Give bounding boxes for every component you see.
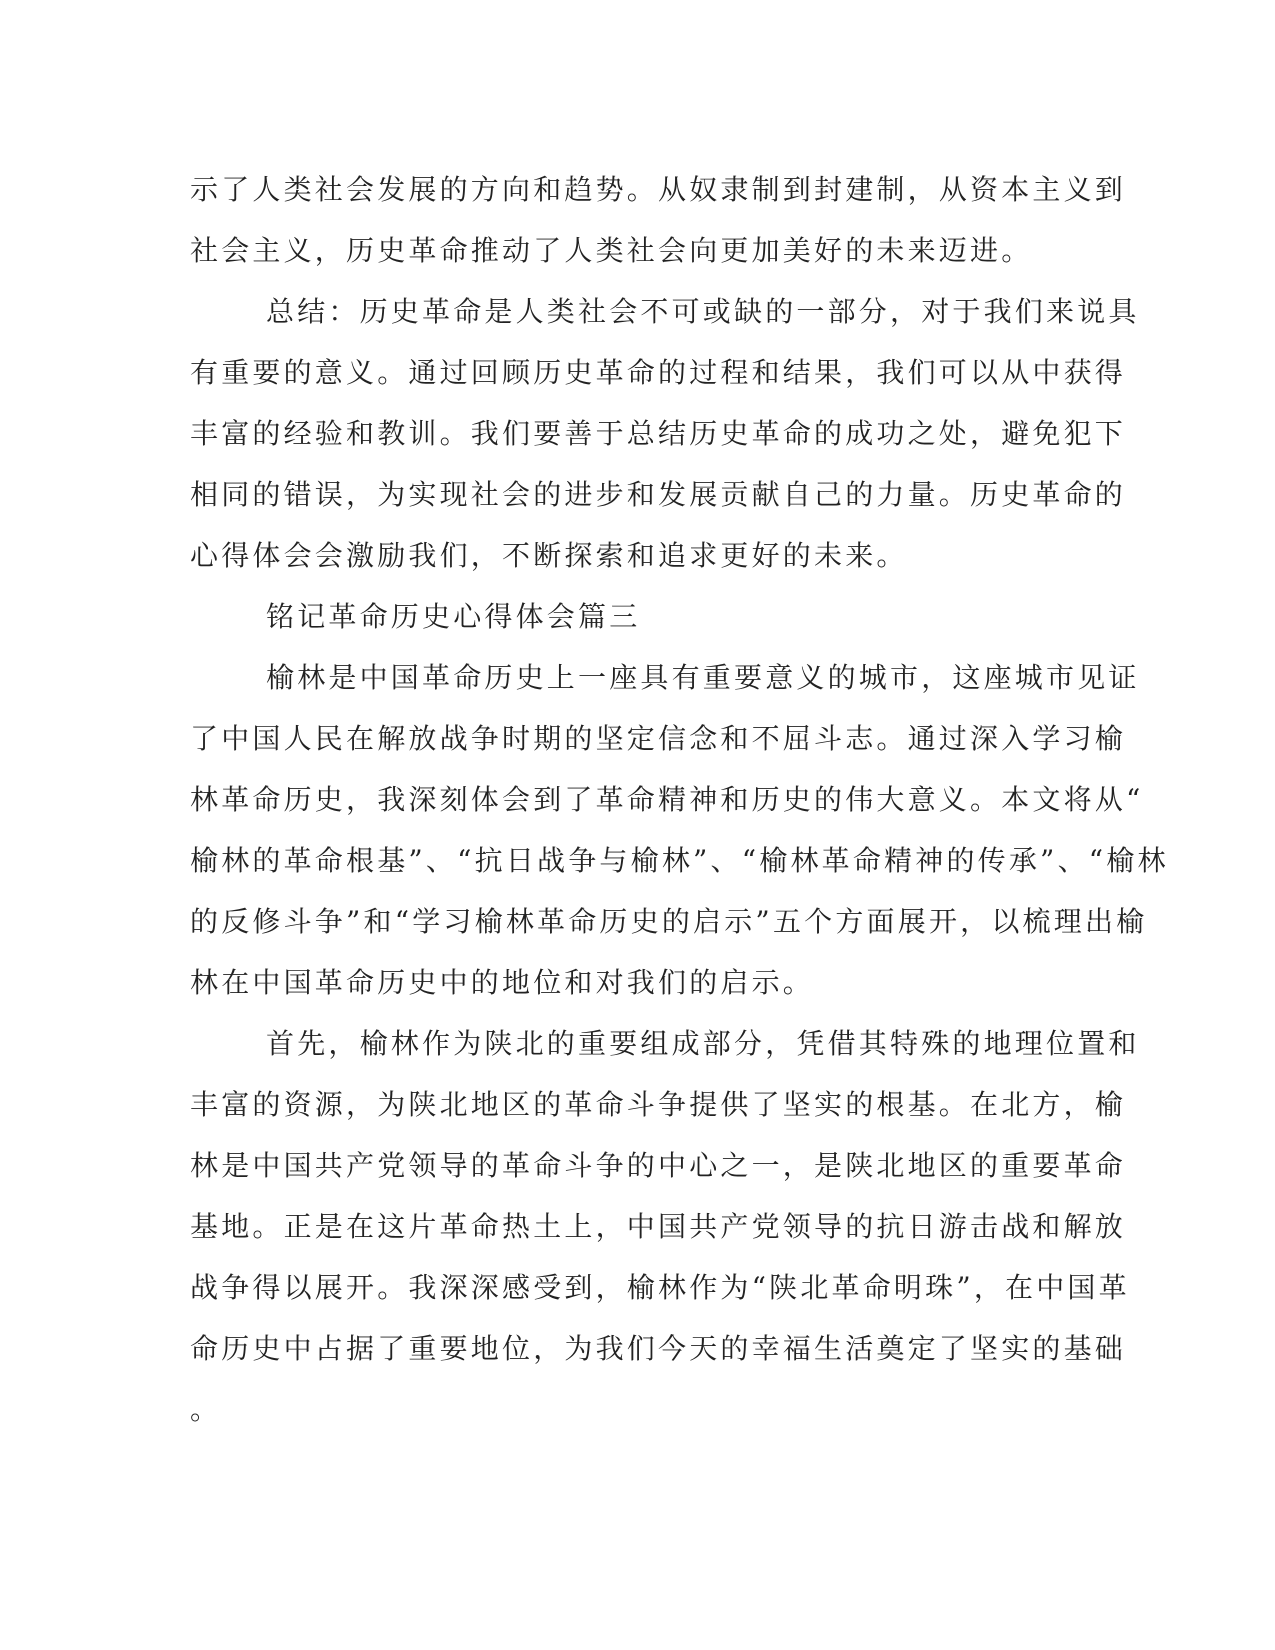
section-heading — [190, 586, 1070, 647]
text-line: 首先，榆林作为陕北的重要组成部分，凭借其特殊的地理位置和 — [266, 1027, 1140, 1060]
paragraph-yulin-intro — [190, 647, 1169, 1013]
text-line: 。 — [190, 1393, 222, 1426]
text-line: 战争得以展开。我深深感受到，榆林作为“陕北革命明珠”，在中国革 — [190, 1271, 1130, 1304]
section-title: 铭记革命历史心得体会篇三 — [266, 600, 641, 633]
text-line: 榆林的革命根基”、“抗日战争与榆林”、“榆林革命精神的传承”、“榆林 — [190, 844, 1169, 877]
text-line: 社会主义，历史革命推动了人类社会向更加美好的未来迈进。 — [190, 234, 1033, 267]
paragraph-summary — [190, 281, 1140, 586]
text-line: 丰富的经验和教训。我们要善于总结历史革命的成功之处，避免犯下 — [190, 417, 1127, 450]
text-line: 有重要的意义。通过回顾历史革命的过程和结果，我们可以从中获得 — [190, 356, 1127, 389]
text-line: 相同的错误，为实现社会的进步和发展贡献自己的力量。历史革命的 — [190, 478, 1127, 511]
text-line: 总结：历史革命是人类社会不可或缺的一部分，对于我们来说具 — [266, 295, 1140, 328]
text-line: 林在中国革命历史中的地位和对我们的启示。 — [190, 966, 815, 999]
text-line: 基地。正是在这片革命热土上，中国共产党领导的抗日游击战和解放 — [190, 1210, 1127, 1243]
text-line: 示了人类社会发展的方向和趋势。从奴隶制到封建制，从资本主义到 — [190, 173, 1127, 206]
text-line: 丰富的资源，为陕北地区的革命斗争提供了坚实的根基。在北方，榆 — [190, 1088, 1127, 1121]
text-line: 的反修斗争”和“学习榆林革命历史的启示”五个方面展开，以梳理出榆 — [190, 905, 1148, 938]
text-line: 林革命历史，我深刻体会到了革命精神和历史的伟大意义。本文将从“ — [190, 783, 1144, 816]
text-line: 命历史中占据了重要地位，为我们今天的幸福生活奠定了坚实的基础 — [190, 1332, 1127, 1365]
document-body — [190, 159, 1169, 1440]
text-line: 林是中国共产党领导的革命斗争的中心之一，是陕北地区的重要革命 — [190, 1149, 1127, 1182]
paragraph-1 — [190, 159, 1127, 281]
text-line: 心得体会会激励我们，不断探索和追求更好的未来。 — [190, 539, 908, 572]
paragraph-first-point — [190, 1013, 1140, 1440]
text-line: 了中国人民在解放战争时期的坚定信念和不屈斗志。通过深入学习榆 — [190, 722, 1127, 755]
text-line: 榆林是中国革命历史上一座具有重要意义的城市，这座城市见证 — [266, 661, 1140, 694]
